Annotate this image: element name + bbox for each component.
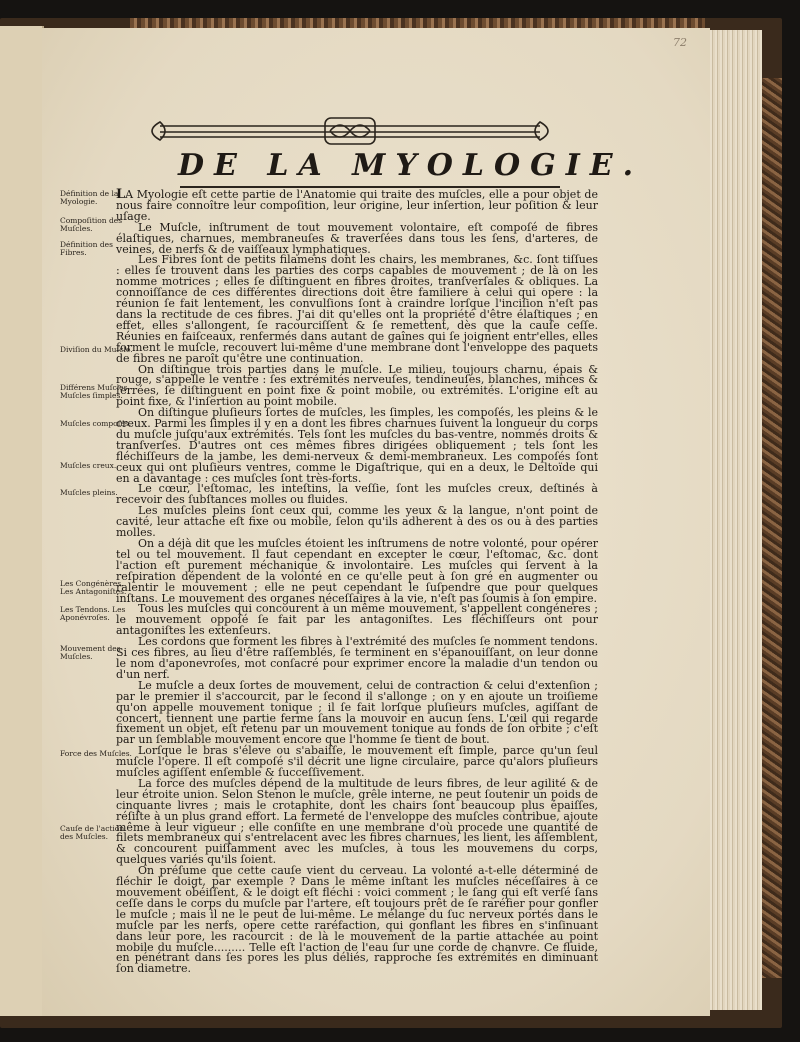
page-title: DE LA MYOLOGIE. [178, 148, 644, 183]
paragraph: Les Fibres ſont de petits filamens dont les chairs, les membranes, &c. ſont tiſſues : elles ſe trouvent dans les parties des corps capables de mouvement ; de là on les nomme motrices ; elles ſe diſtinguent en fibres droites, tranſverſales & obliques. La connoiſſance de ces différentes directions doit être familiere à celui qui opere : la réunion ſe fait lentement, les convulſions ſont à craindre lorſque l'inciſion n'eſt pas dans la rectitude de ces fibres. J'ai dit qu'elles ont la propriété d'être élaſtiques ; en effet, elles s'allongent, ſe racourciſſent & ſe remettent, dès que la cauſe ceſſe. Réunies en faiſceaux, renfermés dans autant de gaînes qui ſe joignent entr'elles, elles forment le muſcle, recouvert lui-même d'une membrane dont l'enveloppe des paquets de fibres ne paroît qu'être une continuation. [116, 253, 598, 365]
margin-note: Différens Muſcles. Muſcles ſimples. [60, 383, 130, 400]
paragraph: LA Myologie eſt cette partie de l'Anatomie qui traite des muſcles, elle a pour objet de nous faire connoître leur compoſition, leur origine, leur inſertion, leur poſition & leur uſage. [116, 187, 598, 223]
paragraph: Tous les muſcles qui concourent à un même mouvement, s'appellent congéneres ; le mouvement oppoſé ſe fait par les antagoniſtes. Les fléchiſſeurs ont pour antagoniſtes les extenſeurs. [116, 602, 598, 638]
margin-note: Muſcles creux. [60, 461, 117, 470]
facing-page-edge [0, 26, 44, 1016]
paragraph: On a déjà dit que les muſcles étoient les inſtrumens de notre volonté, pour opérer tel ou tel mouvement. Il faut cependant en excepter le cœur, l'eſtomac, &c. dont l'action eſt purement méchanique & involontaire. Les muſcles qui ſervent à la reſpiration dépendent de la volonté en ce qu'elle peut à ſon gré en augmenter ou ralentir le mouvement ; elle ne peut cependant le ſuſpendre que pour quelques inſtans. Le mouvement des organes néceſſaires à la vie, n'eſt pas ſoumis à ſon empire. [116, 537, 598, 605]
paragraph: Le muſcle a deux ſortes de mouvement, celui de contraction & celui d'extenſion ; par le premier il s'accourcit, par le ſecond il s'allonge ; on y en ajoute un troiſieme qu'on appelle mouvement tonique ; il ſe fait lorſque pluſieurs muſcles, agiſſant de concert, tiennent une partie ferme ſans la mouvoir en aucun ſens. L'œil qui regarde fixement un objet, eſt retenu par un mouvement tonique au fonds de ſon orbite ; c'eſt par un ſemblable mouvement encore que l'homme ſe tient de bout. [116, 678, 598, 747]
margin-note: Les Tendons. Les Aponévroſes. [60, 605, 126, 622]
margin-note: Mouvement des Muſcles. [60, 644, 121, 661]
margin-note: Définition des Fibres. [60, 240, 113, 257]
body-text [116, 187, 598, 976]
margin-note: Force des Muſcles. [60, 749, 132, 758]
drop-cap: L [116, 187, 126, 202]
paragraph: On préſume que cette cauſe vient du cerveau. La volonté a-t-elle déterminé de fléchir le doigt, par exemple ? Dans le même inſtant les muſcles néceſſaires à ce mouvement obéiſſent, & le doigt eſt fléchi : voici comment ; le ſang qui eſt verſé ſans ceſſe dans le corps du muſcle par l'artere, eſt toujours prêt de ſe raréfier pour gonfler le muſcle ; mais il ne le peut de lui-même. Le mélange du ſuc nerveux portés dans le muſcle par les nerfs, opere cette raréfaction, qui gonflant les fibres en s'inſinuant dans leur pore, les racourcit : de là le mouvement de la partie attachée au point mobile du muſcle......... Telle eſt l'action de l'eau ſur une corde de chanvre. Ce fluide, en pénétrant dans ſes pores les plus déliés, rapproche ſes extrémités en diminuant ſon diametre. [116, 864, 598, 976]
margin-note: Définition de la Myologie. [60, 189, 119, 206]
paragraph: La force des muſcles dépend de la multitude de leurs fibres, de leur agilité & de leur étroite union. Selon Stenon le muſcle, grêle interne, ne peut ſoutenir un poids de cinquante livres ; mais le crotaphite, dont les chairs ſont beaucoup plus épaiſſes, réſiſte à un plus grand effort. La fermeté de l'enveloppe des muſcles contribue, ajoute même à leur vigueur ; elle conſiſte en une membrane d'où procede une quantité de filets membraneux qui s'entrelacent avec les fibres charnues, les lient, les aſſemblent, & concourent puiſſamment avec les muſcles, à tous les mouvemens du corps, quelques variés qu'ils ſoient. [116, 776, 598, 867]
folio-number: 72 [673, 36, 687, 49]
margin-note: Cauſe de l'action des Muſcles. [60, 824, 125, 841]
margin-note: Compoſition des Muſcles. [60, 216, 123, 233]
paragraph: Les cordons que forment les fibres à l'extrémité des muſcles ſe nomment tendons. Si ces fibres, au lieu d'être raſſemblés, ſe terminent en s'épanouiſſant, on leur donne le nom d'aponevroſes, mot conſacré pour exprimer encore la maladie d'un tendon ou d'un nerf. [116, 635, 598, 681]
paragraph: On diſtingue trois parties dans le muſcle. Le milieu, toujours charnu, épais & rouge, s'appelle le ventre : ſes extrémités nerveuſes, tendineuſes, blanches, minces & ſerrées, ſe diſtinguent en point fixe & point mobile, ou extrémités. L'origine eſt au point fixe, & l'inſertion au point mobile. [116, 362, 598, 409]
paragraph: Le Muſcle, inſtrument de tout mouvement volontaire, eſt compoſé de fibres élaſtiques, charnues, membraneuſes & traverſées dans tous les ſens, d'arteres, de veines, de nerfs & de vaiſſeaux lymphatiques. [116, 220, 598, 256]
paragraph: Le cœur, l'eſtomac, les inteſtins, la veſſie, ſont les muſcles creux, deſtinés à recevoir des ſubſtances molles ou fluides. [116, 482, 598, 507]
margin-note: Muſcles compoſés. [60, 419, 132, 428]
margin-note: Les Congénères. Les Antagoniſtes. [60, 579, 127, 596]
margin-note: Diviſion du Muſcle. [60, 345, 133, 354]
paragraph: On diſtingue pluſieurs ſortes de muſcles, les ſimples, les compoſés, les pleins & le creux. Parmi les ſimples il y en a dont les fibres charnues ſuivent la longueur du corps du muſcle juſqu'aux extrémités. Tels ſont les muſcles du bas-ventre, nommés droits & tranſverſes. D'autres ont ces mêmes fibres dirigées obliquement ; tels ſont les fléchiſſeurs de la jambe, les demi-nerveux & demi-membraneux. Les compoſés ſont ceux qui ont pluſieurs ventres, comme le Digaſtrique, qui en a deux, le Deltoïde qui en a davantage : ces muſcles ſont très-forts. [116, 406, 598, 485]
margin-note: Muſcles pleins. [60, 488, 118, 497]
paragraph: Les muſcles pleins ſont ceux qui, comme les yeux & la langue, n'ont point de cavité, leur attache eſt fixe ou mobile, ſelon qu'ils adherent à des os ou à des parties molles. [116, 504, 598, 540]
paragraph: Lorſque le bras s'éleve ou s'abaiſſe, le mouvement eſt ſimple, parce qu'un ſeul muſcle l'opere. Il eſt compoſé s'il décrit une ligne circulaire, parce qu'alors pluſieurs muſcles agiſſent enſemble & ſucceſſivement. [116, 744, 598, 780]
